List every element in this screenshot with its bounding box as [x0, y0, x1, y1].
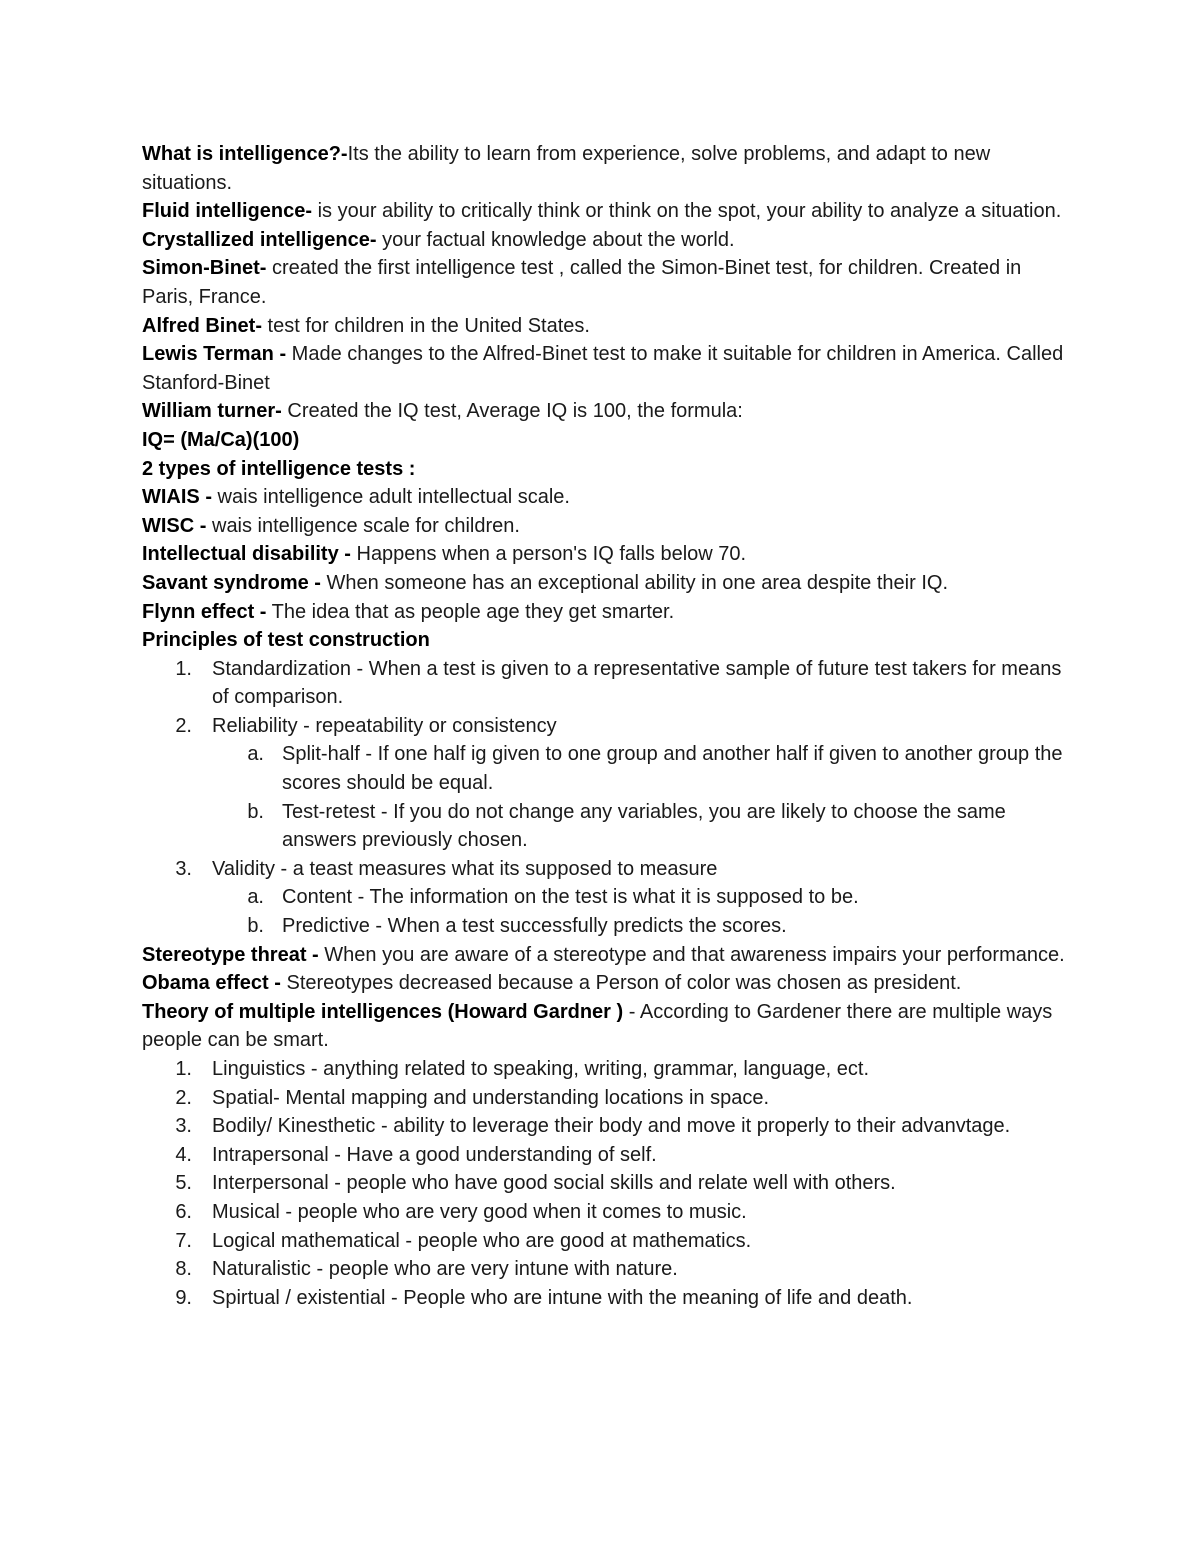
principle-text: Standardization - When a test is given to a representative sample of future test takers for means of comparison.: [212, 657, 1062, 709]
list-marker: 3.: [175, 1115, 192, 1138]
definitions-top: [142, 140, 1072, 655]
intelligence-item: [142, 1112, 1072, 1141]
definition-text: is your ability to critically think or think on the spot, your ability to analyze a situation.: [312, 200, 1062, 223]
intelligence-text: Spirtual / existential - People who are intune with the meaning of life and death.: [212, 1286, 913, 1309]
definition-line: [142, 140, 1072, 197]
list-marker: 4.: [175, 1143, 192, 1166]
list-marker: 5.: [175, 1172, 192, 1195]
intelligence-item: [142, 1141, 1072, 1170]
intelligence-item: [142, 1169, 1072, 1198]
list-marker: b.: [247, 915, 264, 938]
principle-sublist: [212, 883, 1072, 940]
definition-line: [142, 455, 1072, 484]
definition-line: [142, 969, 1072, 998]
definition-text: When you are aware of a stereotype and that awareness impairs your performance.: [318, 943, 1065, 966]
definition-term: WIAIS -: [142, 486, 212, 509]
definition-term: What is intelligence?-: [142, 143, 348, 165]
definition-line: [142, 941, 1072, 970]
principle-subitem-text: Content - The information on the test is what it is supposed to be.: [282, 886, 859, 909]
intelligence-item: [142, 1284, 1072, 1313]
definition-line: [142, 340, 1072, 397]
definition-text: - According to Gardener there are multiple ways people can be smart.: [142, 1000, 1053, 1052]
principle-item: [142, 855, 1072, 941]
definition-line: [142, 998, 1072, 1055]
definition-line: [142, 598, 1072, 627]
definition-text: The idea that as people age they get smarter.: [266, 600, 675, 623]
intelligences-list: [142, 1055, 1072, 1312]
definition-term: Theory of multiple intelligences (Howard Gardner ): [142, 1000, 624, 1023]
intelligence-item: [142, 1055, 1072, 1084]
principle-sublist: [212, 740, 1072, 854]
definition-term: IQ= (Ma/Ca)(100): [142, 428, 300, 451]
principles-list: [142, 655, 1072, 941]
definition-line: [142, 197, 1072, 226]
principle-item: [142, 655, 1072, 712]
definition-text: Happens when a person's IQ falls below 70.: [350, 543, 747, 566]
principle-subitem: [212, 798, 1072, 855]
definition-line: [142, 254, 1072, 311]
definition-text: Created the IQ test, Average IQ is 100, the formula:: [281, 400, 743, 423]
definition-text: test for children in the United States.: [262, 314, 590, 337]
definition-line: [142, 483, 1072, 512]
definition-text: your factual knowledge about the world.: [376, 228, 735, 251]
document-page: [142, 140, 1072, 1312]
definition-line: [142, 626, 1072, 655]
definition-text: Its the ability to learn from experience, solve problems, and adapt to new situations.: [142, 143, 991, 194]
definition-term: Intellectual disability -: [142, 543, 351, 566]
principle-subitem: [212, 912, 1072, 941]
definition-text: wais intelligence adult intellectual scale.: [212, 486, 570, 509]
definition-term: Crystallized intelligence-: [142, 228, 377, 251]
intelligence-text: Linguistics - anything related to speaking, writing, grammar, language, ect.: [212, 1058, 870, 1080]
definition-term: Stereotype threat -: [142, 943, 319, 966]
principle-item: [142, 712, 1072, 855]
definition-line: [142, 312, 1072, 341]
list-marker: a.: [247, 743, 264, 766]
intelligence-text: Musical - people who are very good when it comes to music.: [212, 1200, 747, 1223]
intelligence-text: Spatial- Mental mapping and understanding locations in space.: [212, 1086, 770, 1109]
list-marker: b.: [247, 800, 264, 823]
list-marker: 2.: [175, 714, 192, 737]
definition-term: 2 types of intelligence tests :: [142, 457, 416, 480]
list-marker: 1.: [175, 657, 192, 680]
definition-term: WISC -: [142, 514, 207, 537]
definition-term: Obama effect -: [142, 972, 281, 995]
definition-term: Lewis Terman -: [142, 343, 287, 366]
definition-term: Principles of test construction: [142, 629, 430, 652]
definition-text: When someone has an exceptional ability in one area despite their IQ.: [320, 571, 948, 594]
intelligence-item: [142, 1198, 1072, 1227]
definition-line: [142, 569, 1072, 598]
definition-text: Made changes to the Alfred-Binet test to make it suitable for children in America. Called Stanford-Binet: [142, 343, 1064, 394]
definition-term: Simon-Binet-: [142, 257, 267, 280]
list-marker: 8.: [175, 1258, 192, 1281]
principle-subitem: [212, 740, 1072, 797]
intelligence-item: [142, 1255, 1072, 1284]
principle-subitem-text: Test-retest - If you do not change any variables, you are likely to choose the same answers previously chosen.: [282, 800, 1006, 852]
definition-text: created the first intelligence test , called the Simon-Binet test, for children. Created in Paris, France.: [142, 257, 1022, 308]
list-marker: 6.: [175, 1200, 192, 1223]
definition-term: Flynn effect -: [142, 600, 267, 623]
intelligence-text: Bodily/ Kinesthetic - ability to leverage their body and move it properly to their advanvtage.: [212, 1115, 1011, 1138]
principle-subitem: [212, 883, 1072, 912]
list-marker: 2.: [175, 1086, 192, 1109]
list-marker: 1.: [175, 1058, 192, 1080]
intelligence-text: Logical mathematical - people who are good at mathematics.: [212, 1229, 752, 1252]
list-marker: a.: [247, 886, 264, 909]
list-marker: 3.: [175, 857, 192, 880]
definition-term: Fluid intelligence-: [142, 200, 313, 223]
definitions-mid: [142, 941, 1072, 1055]
intelligence-text: Intrapersonal - Have a good understanding of self.: [212, 1143, 657, 1166]
definition-term: Alfred Binet-: [142, 314, 262, 337]
definition-text: wais intelligence scale for children.: [206, 514, 520, 537]
intelligence-text: Naturalistic - people who are very intune with nature.: [212, 1258, 678, 1281]
definition-term: Savant syndrome -: [142, 571, 321, 594]
principle-text: Validity - a teast measures what its supposed to measure: [212, 857, 718, 880]
list-marker: 9.: [175, 1286, 192, 1309]
definition-term: William turner-: [142, 400, 282, 423]
definition-line: [142, 397, 1072, 426]
intelligence-text: Interpersonal - people who have good social skills and relate well with others.: [212, 1172, 896, 1195]
definition-text: Stereotypes decreased because a Person of color was chosen as president.: [280, 972, 962, 995]
principle-subitem-text: Split-half - If one half ig given to one group and another half if given to another group the scores should be equal.: [282, 743, 1063, 795]
intelligence-item: [142, 1084, 1072, 1113]
intelligence-item: [142, 1227, 1072, 1256]
principle-text: Reliability - repeatability or consistency: [212, 714, 557, 737]
definition-line: [142, 540, 1072, 569]
definition-line: [142, 512, 1072, 541]
definition-line: [142, 426, 1072, 455]
list-marker: 7.: [175, 1229, 192, 1252]
principle-subitem-text: Predictive - When a test successfully predicts the scores.: [282, 915, 787, 938]
definition-line: [142, 226, 1072, 255]
